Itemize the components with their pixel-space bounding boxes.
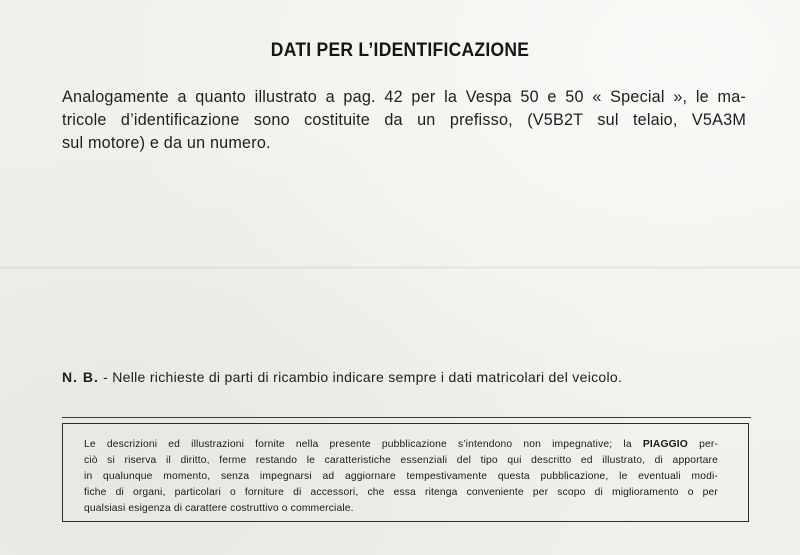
page-title: DATI PER L’IDENTIFICAZIONE bbox=[270, 40, 530, 61]
paragraph-line: sul motore) e da un numero. bbox=[62, 134, 271, 152]
spare-parts-note bbox=[62, 369, 762, 385]
brand-name: PIAGGIO bbox=[642, 439, 688, 450]
disclaimer-line: qualsiasi esigenza di carattere costruttivo o commerciale. bbox=[84, 503, 354, 514]
note-label: N. B. bbox=[62, 369, 99, 385]
identification-paragraph bbox=[62, 86, 746, 155]
note-text: - Nelle richieste di parti di ricambio indicare sempre i dati matricolari del veicolo. bbox=[98, 369, 623, 385]
paragraph-line: Analogamente a quanto illustrato a pag. 42 per la Vespa 50 e 50 « Special », le ma- bbox=[62, 88, 746, 106]
disclaimer-text bbox=[84, 437, 718, 517]
disclaimer-line bbox=[84, 437, 718, 453]
disclaimer-line-end: per- bbox=[687, 439, 718, 450]
disclaimer-line-start: Le descrizioni ed illustrazioni fornite nella presente pubblicazione s’intendono non impegnative; la bbox=[84, 439, 643, 450]
paragraph-line: tricole d’identificazione sono costituite da un prefisso, (V5B2T sul telaio, V5A3M bbox=[62, 111, 746, 129]
disclaimer-line: in qualunque momento, senza impegnarsi ad aggiornare tempestivamente questa pubblicazione, le eventuali modi- bbox=[84, 471, 718, 482]
disclaimer-line: ciò si riserva il diritto, ferme restando le caratteristiche essenziali del tipo qui descritto ed illustrato, di apportare bbox=[84, 455, 718, 466]
separator-rule bbox=[62, 417, 751, 418]
paper-fold-crease bbox=[0, 266, 800, 269]
disclaimer-line: fiche di organi, particolari o forniture di accessori, che essa ritenga conveniente per scopo di miglioramento o per bbox=[84, 487, 718, 498]
